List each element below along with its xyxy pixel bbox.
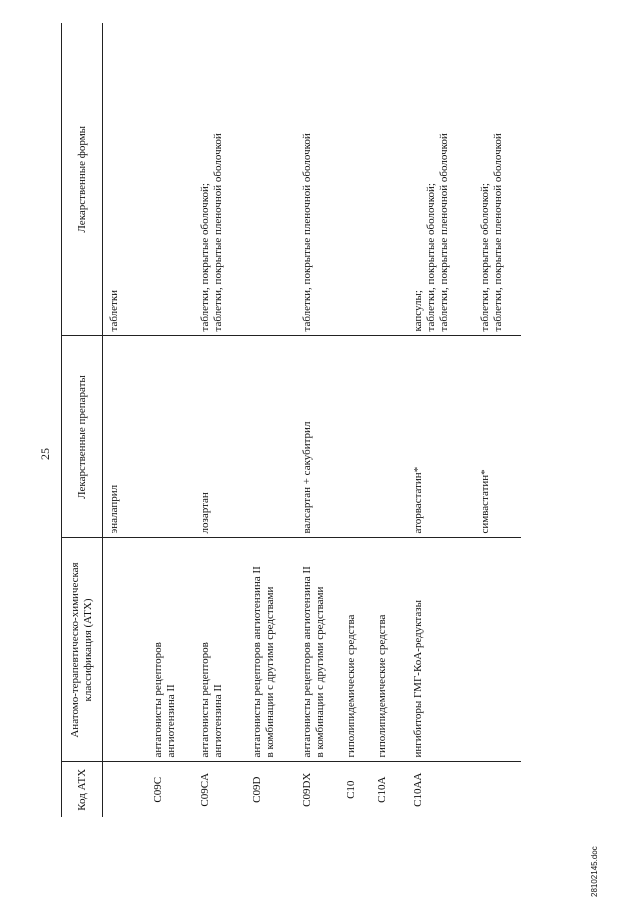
row-code: C10 <box>345 780 357 799</box>
row-classification <box>479 538 521 762</box>
row-classification <box>199 538 251 762</box>
header-drugs: Лекарственные препараты <box>62 336 103 538</box>
row-classification <box>345 538 376 762</box>
row-classification <box>251 538 301 762</box>
row-forms <box>103 23 153 336</box>
class-line: ангиотензина II <box>212 684 224 758</box>
class-line: в комбинации с другими средствами <box>314 586 326 758</box>
form-line: таблетки, покрытые пленочной оболочкой <box>301 133 313 332</box>
class-line: антагонисты рецепторов <box>152 642 164 758</box>
row-code: C09DX <box>301 772 313 807</box>
table-row <box>251 23 301 817</box>
row-forms <box>251 23 301 336</box>
class-line: антагонисты рецепторов <box>199 642 211 758</box>
header-atx-classification: Анатомо-терапевтическо-химическая классификация (АТХ) <box>62 538 103 762</box>
class-line: гиполипидемические средства <box>376 614 388 758</box>
row-code: C10AA <box>412 772 424 807</box>
row-classification <box>376 538 407 762</box>
row-drug <box>251 336 301 538</box>
row-forms <box>376 23 407 336</box>
row-drug <box>152 336 199 538</box>
form-line: таблетки, покрытые пленочной оболочкой <box>212 133 224 332</box>
class-line: в комбинации с другими средствами <box>264 586 276 758</box>
row-forms <box>152 23 199 336</box>
row-code: C09CA <box>199 772 211 807</box>
row-drug <box>376 336 407 538</box>
table-row <box>103 23 153 817</box>
form-line: таблетки, покрытые оболочкой; <box>199 183 211 332</box>
row-code: C09D <box>251 776 263 803</box>
row-drug: лозартан <box>199 336 251 538</box>
class-line: антагонисты рецепторов ангиотензина II <box>301 566 313 758</box>
row-drug <box>345 336 376 538</box>
table-row <box>199 23 251 817</box>
form-line: таблетки, покрытые пленочной оболочкой <box>438 133 450 332</box>
row-forms <box>407 23 479 336</box>
row-classification <box>301 538 345 762</box>
form-line: капсулы; <box>412 290 424 332</box>
row-forms <box>301 23 345 336</box>
form-line: таблетки, покрытые оболочкой; <box>479 183 491 332</box>
form-line: таблетки <box>108 289 120 332</box>
row-code <box>103 762 153 817</box>
row-drug: валсартан + сакубитрил <box>301 336 345 538</box>
doc-id: 28102145.doc <box>590 846 599 897</box>
row-classification <box>407 538 479 762</box>
row-drug: аторвастатин* <box>407 336 479 538</box>
class-line: ингибиторы ГМГ-КоА-редуктазы <box>412 600 424 758</box>
row-forms <box>479 23 521 336</box>
class-line: ангиотензина II <box>165 684 177 758</box>
header-atx-code: Код АТХ <box>62 762 103 817</box>
table-row <box>376 23 407 817</box>
form-line: таблетки, покрытые оболочкой; <box>425 183 437 332</box>
row-forms <box>345 23 376 336</box>
row-drug: эналаприл <box>103 336 153 538</box>
header-dosage-forms: Лекарственные формы <box>62 23 103 336</box>
row-code: C09C <box>152 776 164 803</box>
row-code: C10A <box>376 776 388 803</box>
table-row <box>345 23 376 817</box>
row-classification <box>152 538 199 762</box>
class-line: гиполипидемические средства <box>345 614 357 758</box>
table-row <box>152 23 199 817</box>
page-number: 25 <box>38 448 52 460</box>
atx-table <box>61 23 521 817</box>
form-line: таблетки, покрытые пленочной оболочкой <box>492 133 504 332</box>
table-row <box>479 23 521 817</box>
table-row <box>407 23 479 817</box>
row-forms <box>199 23 251 336</box>
row-classification <box>103 538 153 762</box>
row-drug: симвастатин* <box>479 336 521 538</box>
table-row <box>301 23 345 817</box>
row-code <box>479 762 521 817</box>
class-line: антагонисты рецепторов ангиотензина II <box>251 566 263 758</box>
table-header-row <box>62 23 103 817</box>
